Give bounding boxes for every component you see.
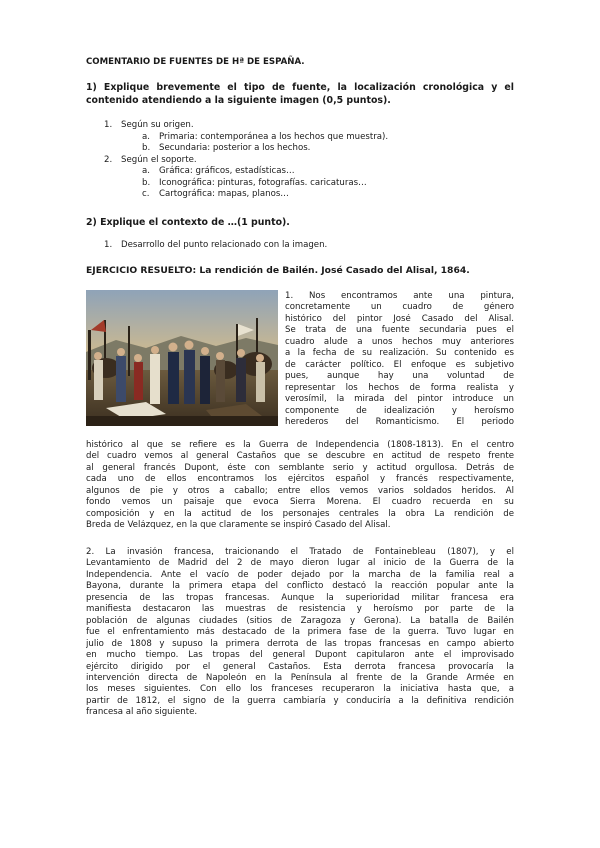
sub-letter: a. [142, 166, 150, 176]
text-line: ejército dirigido por el general Castaños. Esta derrota francesa provocaría la [86, 661, 514, 672]
text-line: del cuadro vemos al general Castaños que se descubre en actitud de respeto frente [86, 451, 514, 462]
list-label: Según su origen. [121, 120, 194, 130]
sub-letter: b. [142, 177, 151, 188]
sub-item-grafica [104, 166, 388, 178]
sub-letter: c. [142, 189, 150, 199]
list-label: Desarrollo del punto relacionado con la imagen. [121, 240, 328, 250]
text-line: concretamente un cuadro de género [285, 302, 514, 313]
text-line: fue el enfrentamiento más destacado de la primera fase de la guerra. Tuvo lugar en [86, 627, 514, 638]
sub-item-cartografica [104, 189, 388, 201]
origin-list [104, 120, 388, 201]
text-line: representar los hechos de forma realista y [285, 382, 514, 393]
text-line: herederos del Romanticismo. El periodo [285, 416, 514, 427]
sub-item-iconografica [104, 178, 388, 190]
text-line: composición y en la actitud de los personajes centrales la obra La rendición de [86, 508, 514, 519]
sub-item-secundaria [104, 143, 388, 155]
list-label: Según el soporte. [121, 154, 197, 165]
text-line: componente de idealización y heroísmo [285, 405, 514, 416]
text-line: presencia de las tropas francesas. Aunque la superioridad militar francesa era [86, 592, 514, 603]
text-line: histórico al que se refiere es la Guerra de Independencia (1808-1813). En el centro [86, 440, 514, 450]
list-item-desarrollo [104, 240, 327, 250]
text-line: Independencia. Ante el vacío de poder dejado por la marcha de la familia real a [86, 569, 514, 580]
paragraph-2 [86, 547, 514, 719]
text-line: fondo vemos un paisaje que evoca Sierra Morena. El cuadro recuerda en su [86, 497, 514, 508]
text-line: verosímil, la mirada del pintor introduce un [285, 394, 514, 405]
text-line: Breda de Velázquez, en la que claramente se inspiró Casado del Alisal. [86, 520, 391, 531]
paragraph-1-full [86, 440, 514, 532]
document-title: COMENTARIO DE FUENTES DE Hª DE ESPAÑA. [86, 57, 305, 67]
text-line: Bayona, durante la primera etapa del conflicto destacó la reacción popular ante la [86, 581, 514, 592]
text-line: pues, aunque hay una voluntad de [285, 371, 514, 382]
question-2: 2) Explique el contexto de …(1 punto). [86, 217, 290, 228]
sub-text: Iconográfica: pinturas, fotografías. caricaturas… [159, 177, 367, 188]
text-line: 2. La invasión francesa, traicionando el Tratado de Fontainebleau (1807), y el [86, 547, 514, 557]
text-line: 1. Nos encontramos ante una pintura, [285, 291, 514, 301]
list-number: 1. [104, 240, 113, 250]
text-line: manifiesta destacaron las muestras de resistencia y heroísmo por parte de la [86, 604, 514, 615]
text-line: julio de 1808 y supuso la primera derrota de las tropas francesas en campo abierto [86, 638, 514, 649]
text-line: Levantamiento de Madrid del 2 de mayo dieron lugar al inicio de la Guerra de la [86, 558, 514, 569]
text-line: cada uno de ellos encontramos los ejércitos español y francés respectivamente, [86, 474, 514, 485]
list-item-origin [104, 120, 388, 132]
sub-letter: a. [142, 131, 150, 142]
text-line: Se trata de una fuente secundaria pues el [285, 325, 514, 336]
sub-text: Cartográfica: mapas, planos… [159, 189, 289, 199]
text-line: cuadro alude a unos hechos muy anteriores [285, 336, 514, 347]
painting-image [86, 290, 278, 426]
text-line: en mucho tiempo. Las tropas del general Dupont capitularon ante el improvisado [86, 650, 514, 661]
text-line: al general francés Dupont, éste con semblante serio y actitud orgullosa. Detrás de [86, 462, 514, 473]
sub-letter: b. [142, 143, 151, 153]
paragraph-1-side [285, 291, 514, 428]
text-line: histórico del pintor José Casado del Alisal. [285, 313, 514, 324]
sub-text: Gráfica: gráficos, estadísticas… [159, 166, 295, 176]
exercise-title: EJERCICIO RESUELTO: La rendición de Bailén. José Casado del Alisal, 1864. [86, 265, 470, 276]
text-line: intervención directa de Napoleón en la Península al frente de la Grande Armée en [86, 672, 514, 683]
text-line: francesa al año siguiente. [86, 707, 198, 718]
text-line: de carácter político. El enfoque es subjetivo [285, 359, 514, 370]
text-line: algunos de pie y otros a caballo; entre ellos vemos varios soldados heridos. Al [86, 485, 514, 496]
sub-text: Primaria: contemporánea a los hechos que muestra). [159, 131, 389, 142]
list-number: 1. [104, 120, 113, 130]
sub-text: Secundaria: posterior a los hechos. [159, 143, 311, 153]
text-line: población de algunas ciudades (sitios de Zaragoza y Gerona). La batalla de Bailén [86, 615, 514, 626]
sub-item-primaria [104, 132, 388, 144]
list-item-soporte [104, 155, 388, 167]
text-line: los meses siguientes. Con ello los franceses recuperaron la iniciativa hasta que, a [86, 684, 514, 695]
question-1: 1) Explique brevemente el tipo de fuente, la localización cronológica y el contenido atendiendo a la siguiente imagen (0,5 puntos). [86, 82, 514, 106]
list-number: 2. [104, 154, 113, 165]
text-line: partir de 1812, el signo de la guerra cambiaría y conduciría a la definitiva rendición [86, 695, 514, 706]
text-line: a la fecha de su realización. Su contenido es [285, 348, 514, 359]
